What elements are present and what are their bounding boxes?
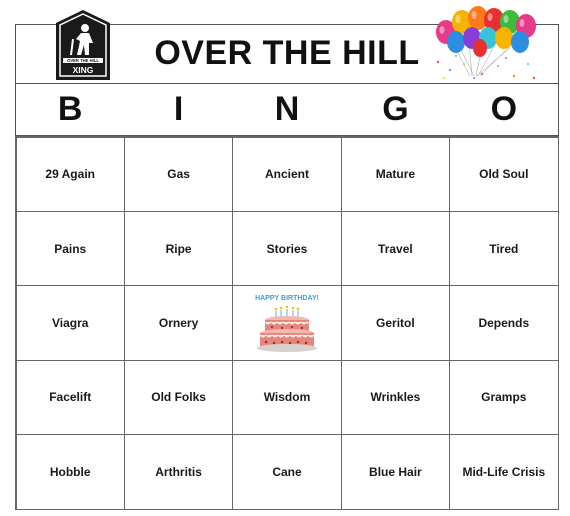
bingo-cell[interactable]: Old Soul [449,137,558,212]
bingo-cell[interactable]: Mid-Life Crisis [449,434,558,509]
bingo-cell[interactable]: Geritol [341,285,450,360]
balloons-icon [430,4,540,82]
bingo-cell[interactable]: Mature [341,137,450,212]
bingo-cell[interactable]: Old Folks [124,360,233,435]
bingo-letter-o: O [490,90,518,128]
bingo-letter-g: G [382,90,409,128]
bingo-cell[interactable]: Gas [124,137,233,212]
bingo-cell[interactable]: Hobble [16,434,125,509]
bingo-cell[interactable]: Wisdom [232,360,341,435]
bingo-cell[interactable]: Depends [449,285,558,360]
bingo-cell[interactable]: Stories [232,211,341,286]
bingo-letter-n: N [274,90,300,128]
bingo-cell[interactable]: 29 Again [16,137,125,212]
bingo-cell[interactable]: Pains [16,211,125,286]
bingo-cell[interactable]: Ripe [124,211,233,286]
bingo-letter-i: I [173,90,184,128]
free-space-cell[interactable] [232,285,341,360]
bingo-cell[interactable]: Gramps [449,360,558,435]
birthday-cake-icon [254,291,320,355]
bingo-cell[interactable]: Travel [341,211,450,286]
bingo-cell[interactable]: Cane [232,434,341,509]
logo-text-bottom: XING [72,65,94,75]
bingo-cell[interactable]: Viagra [16,285,125,360]
bingo-cell[interactable]: Facelift [16,360,125,435]
bingo-cell[interactable]: Ancient [232,137,341,212]
over-the-hill-xing-logo [55,9,111,81]
happy-birthday-text: HAPPY BIRTHDAY! [255,294,319,302]
bingo-cell[interactable]: Tired [449,211,558,286]
bingo-cell[interactable]: Ornery [124,285,233,360]
bingo-cell[interactable]: Blue Hair [341,434,450,509]
page-title: OVER THE HILL [154,34,420,72]
logo-text-top: OVER THE HILL [67,58,99,63]
bingo-cell[interactable]: Arthritis [124,434,233,509]
bingo-letter-b: B [57,90,83,128]
bingo-card-grid [15,136,559,510]
bingo-cell[interactable]: Wrinkles [341,360,450,435]
bingo-letters-row [15,84,559,136]
